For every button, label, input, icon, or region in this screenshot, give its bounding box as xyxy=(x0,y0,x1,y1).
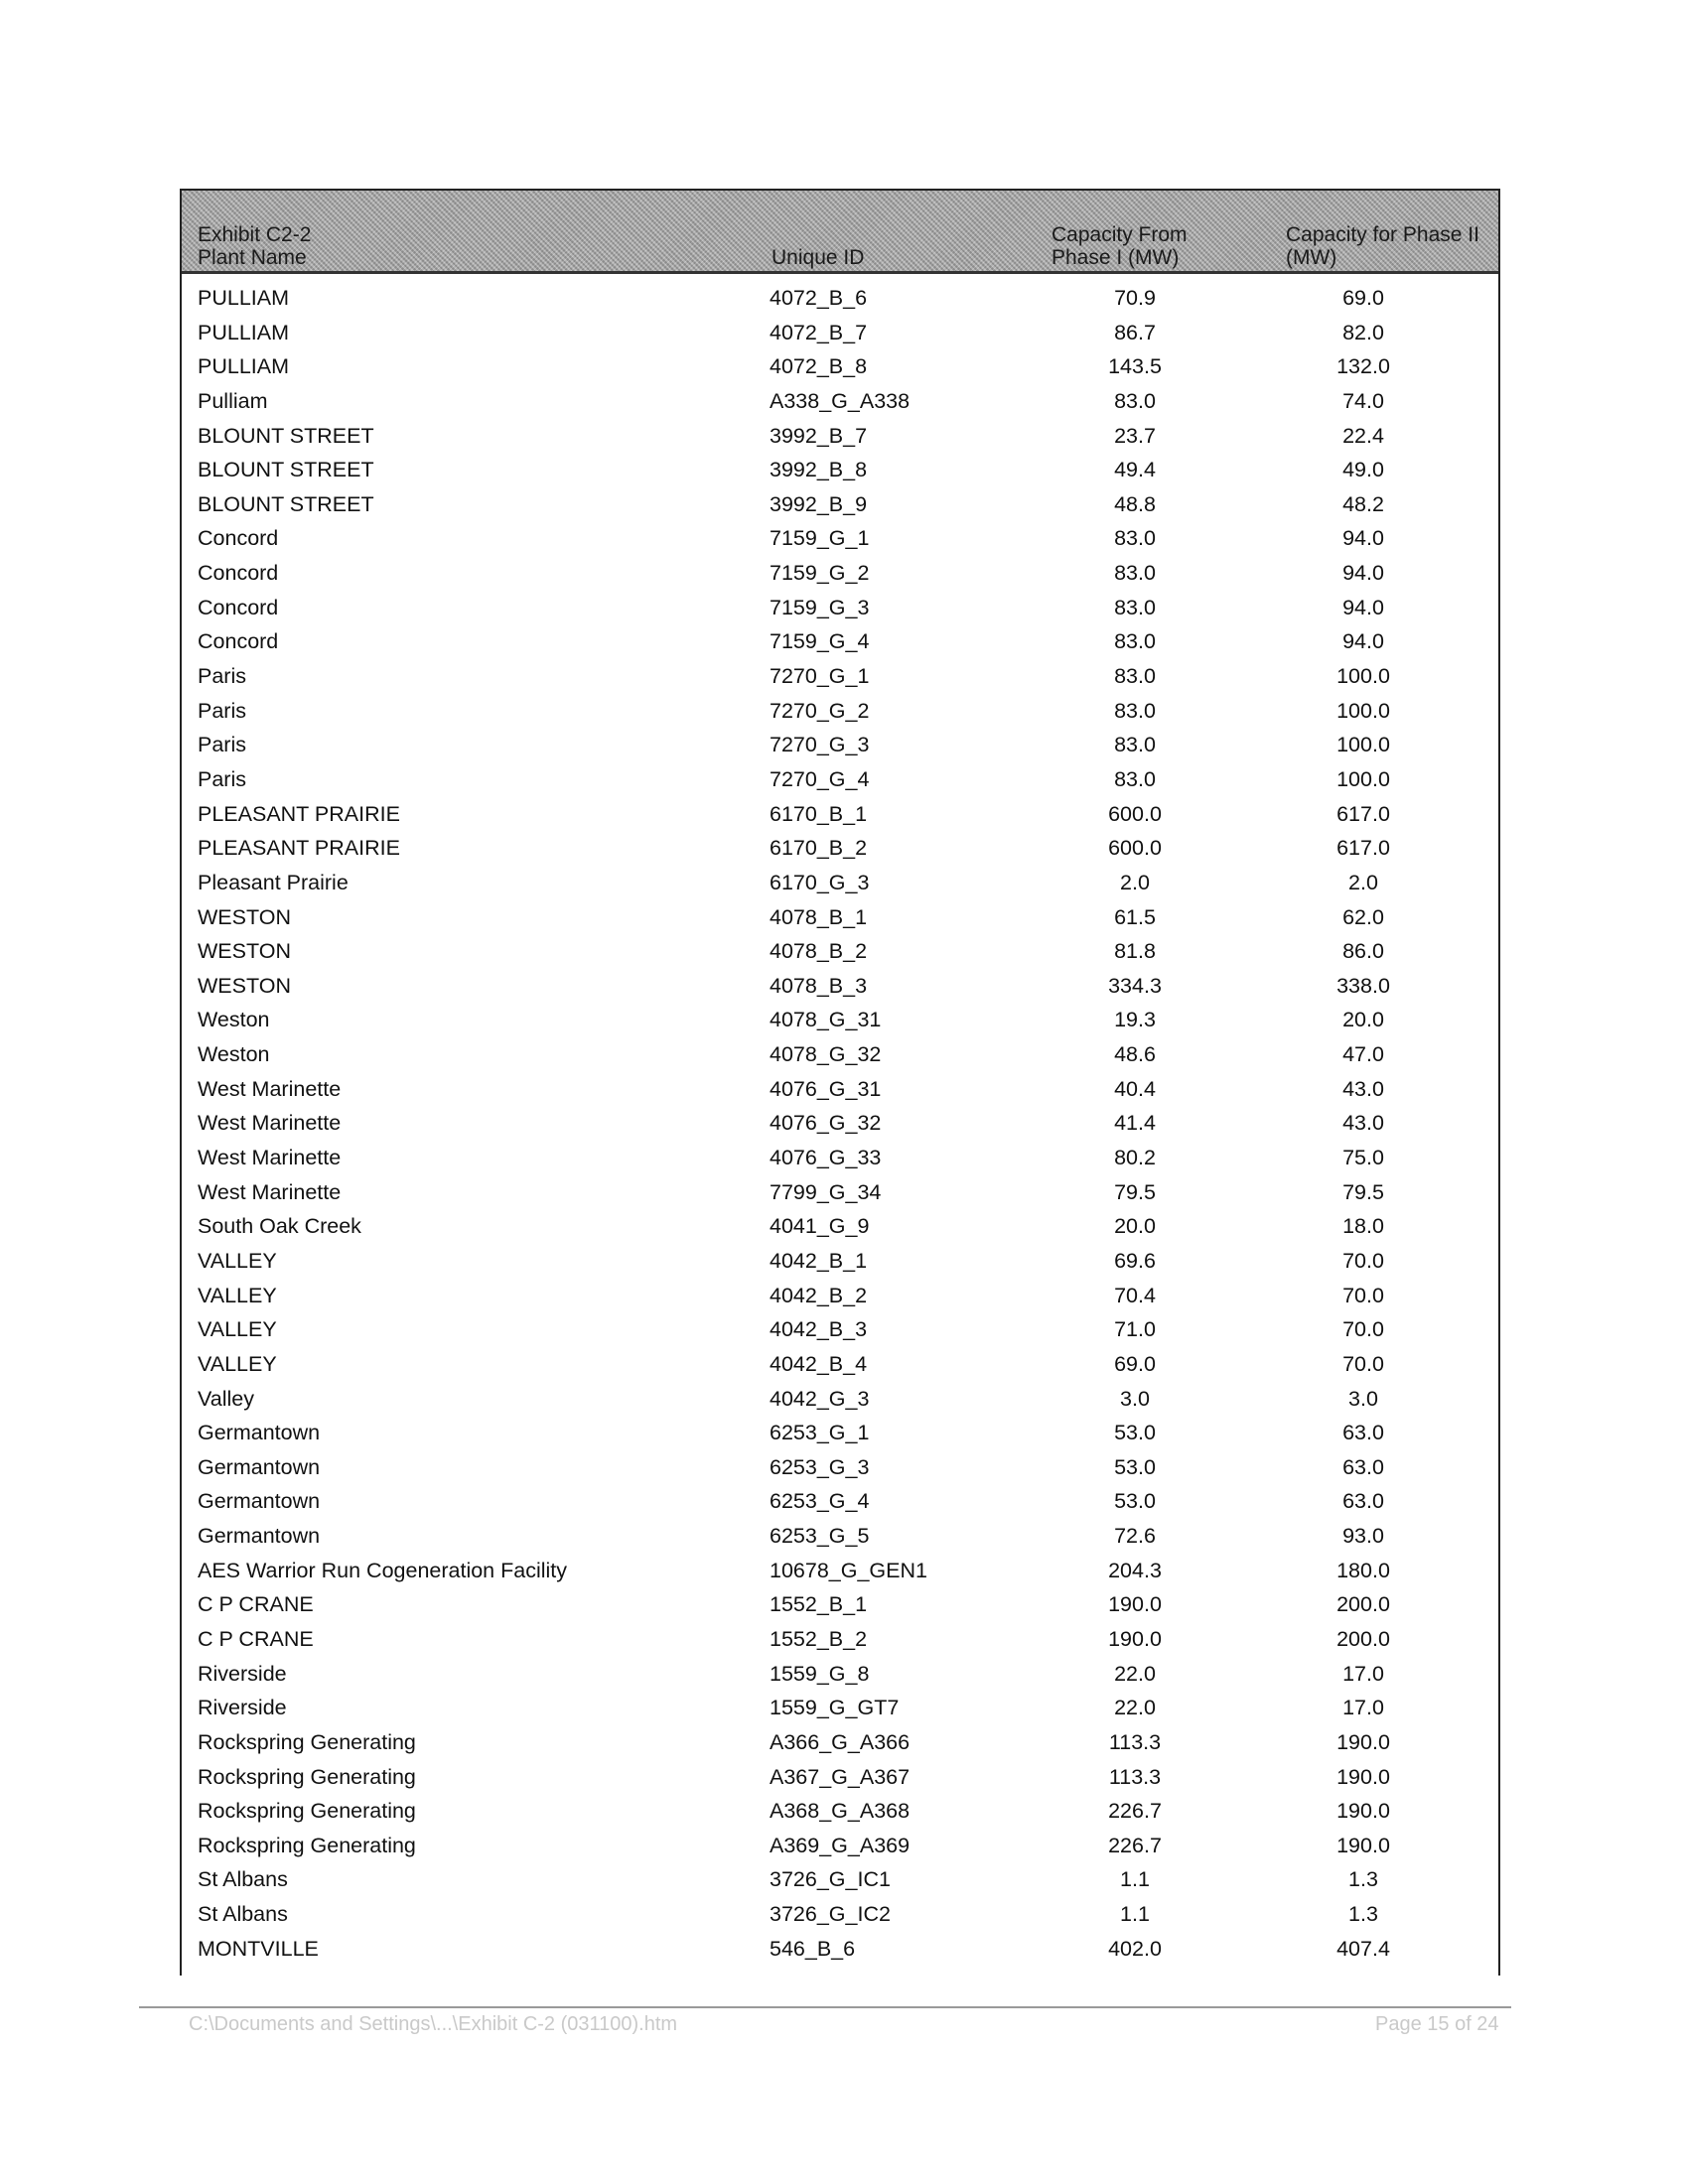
capacity-phase-2-cell: 75.0 xyxy=(1342,1146,1384,1170)
capacity-phase-2-cell: 86.0 xyxy=(1342,939,1384,964)
table-row xyxy=(182,830,1498,865)
plant-name-cell: Concord xyxy=(198,595,279,619)
table-row xyxy=(182,1105,1498,1140)
unique-id-cell: 7270_G_2 xyxy=(770,698,870,723)
table-row xyxy=(182,1381,1498,1416)
capacity-phase-1-cell: 2.0 xyxy=(1120,870,1150,894)
table-row xyxy=(182,796,1498,831)
plant-name-cell: West Marinette xyxy=(198,1076,342,1101)
capacity-phase-2-cell: 70.0 xyxy=(1342,1317,1384,1342)
capacity-phase-2-cell: 190.0 xyxy=(1336,1799,1390,1824)
unique-id-cell: 6253_G_3 xyxy=(770,1454,870,1479)
table-row xyxy=(182,933,1498,968)
capacity-phase-2-cell: 200.0 xyxy=(1336,1592,1390,1617)
plant-name-cell: PULLIAM xyxy=(198,354,290,379)
table-row xyxy=(182,520,1498,555)
capacity-phase-1-cell: 600.0 xyxy=(1108,801,1162,826)
table-row xyxy=(182,1861,1498,1896)
unique-id-cell: 4042_B_4 xyxy=(770,1351,868,1376)
capacity-phase-1-cell: 143.5 xyxy=(1108,354,1162,379)
capacity-phase-2-cell: 2.0 xyxy=(1348,870,1378,894)
unique-id-cell: 7270_G_1 xyxy=(770,664,870,689)
capacity-phase-1-cell: 53.0 xyxy=(1114,1489,1156,1514)
capacity-phase-2-cell: 63.0 xyxy=(1342,1489,1384,1514)
plant-name-cell: PLEASANT PRAIRIE xyxy=(198,801,400,826)
capacity-phase-2-cell: 94.0 xyxy=(1342,595,1384,619)
unique-id-cell: 4072_B_7 xyxy=(770,320,868,344)
plant-name-cell: VALLEY xyxy=(198,1248,277,1273)
capacity-phase-1-cell: 69.6 xyxy=(1114,1248,1156,1273)
capacity-phase-1-cell: 23.7 xyxy=(1114,423,1156,448)
plant-name-cell: Riverside xyxy=(198,1696,287,1720)
table-row xyxy=(182,1415,1498,1449)
table-row xyxy=(182,1483,1498,1518)
capacity-phase-2-cell: 132.0 xyxy=(1336,354,1390,379)
plant-name-cell: Rockspring Generating xyxy=(198,1764,416,1789)
capacity-phase-2-cell: 190.0 xyxy=(1336,1729,1390,1754)
capacity-phase-2-cell: 79.5 xyxy=(1342,1179,1384,1204)
capacity-phase-1-cell: 49.4 xyxy=(1114,458,1156,482)
plant-name-cell: West Marinette xyxy=(198,1179,342,1204)
plant-name-cell: C P CRANE xyxy=(198,1592,314,1617)
capacity-phase-1-cell: 83.0 xyxy=(1114,526,1156,551)
plant-name-cell: St Albans xyxy=(198,1902,288,1927)
capacity-phase-1-cell: 19.3 xyxy=(1114,1008,1156,1032)
capacity-phase-1-cell: 204.3 xyxy=(1108,1558,1162,1582)
table-row xyxy=(182,348,1498,383)
capacity-phase-2-cell: 22.4 xyxy=(1342,423,1384,448)
capacity-phase-1-cell: 22.0 xyxy=(1114,1696,1156,1720)
plant-name-cell: Pleasant Prairie xyxy=(198,870,349,894)
capacity-phase-2-cell: 190.0 xyxy=(1336,1764,1390,1789)
column-header-unique-id: Unique ID xyxy=(772,246,865,269)
capacity-phase-2-cell: 1.3 xyxy=(1348,1867,1378,1892)
capacity-phase-2-cell: 93.0 xyxy=(1342,1524,1384,1549)
table-row xyxy=(182,899,1498,934)
unique-id-cell: 7159_G_1 xyxy=(770,526,870,551)
capacity-phase-2-cell: 63.0 xyxy=(1342,1454,1384,1479)
plant-name-cell: WESTON xyxy=(198,973,291,998)
capacity-phase-1-cell: 600.0 xyxy=(1108,836,1162,861)
plant-name-cell: Paris xyxy=(198,766,246,791)
plant-name-cell: West Marinette xyxy=(198,1146,342,1170)
capacity-phase-1-cell: 61.5 xyxy=(1114,904,1156,929)
table-row xyxy=(182,280,1498,315)
plant-name-cell: WESTON xyxy=(198,939,291,964)
unique-id-cell: 7159_G_4 xyxy=(770,629,870,654)
capacity-phase-1-cell: 48.6 xyxy=(1114,1042,1156,1067)
capacity-phase-1-cell: 83.0 xyxy=(1114,595,1156,619)
capacity-phase-2-cell: 43.0 xyxy=(1342,1111,1384,1136)
unique-id-cell: 3992_B_7 xyxy=(770,423,868,448)
capacity-phase-2-cell: 94.0 xyxy=(1342,526,1384,551)
plant-name-cell: VALLEY xyxy=(198,1317,277,1342)
table-row xyxy=(182,761,1498,796)
capacity-phase-1-cell: 53.0 xyxy=(1114,1454,1156,1479)
table-row xyxy=(182,1793,1498,1828)
plant-name-cell: Germantown xyxy=(198,1421,321,1445)
capacity-phase-2-cell: 20.0 xyxy=(1342,1008,1384,1032)
capacity-phase-1-cell: 402.0 xyxy=(1108,1936,1162,1961)
table-row xyxy=(182,418,1498,453)
capacity-phase-1-cell: 48.8 xyxy=(1114,491,1156,516)
plant-name-cell: Pulliam xyxy=(198,388,268,413)
capacity-phase-2-cell: 47.0 xyxy=(1342,1042,1384,1067)
plant-name-cell: PLEASANT PRAIRIE xyxy=(198,836,400,861)
plant-name-cell: BLOUNT STREET xyxy=(198,491,374,516)
table-row xyxy=(182,1896,1498,1931)
table-row xyxy=(182,1931,1498,1966)
table-row xyxy=(182,383,1498,418)
table-row xyxy=(182,1243,1498,1278)
unique-id-cell: 4041_G_9 xyxy=(770,1214,870,1239)
capacity-phase-1-cell: 1.1 xyxy=(1120,1867,1150,1892)
unique-id-cell: 7270_G_3 xyxy=(770,733,870,757)
table-row xyxy=(182,555,1498,590)
capacity-phase-1-cell: 53.0 xyxy=(1114,1421,1156,1445)
table-row xyxy=(182,1208,1498,1243)
plant-name-cell: St Albans xyxy=(198,1867,288,1892)
unique-id-cell: 4042_B_1 xyxy=(770,1248,868,1273)
table-row xyxy=(182,1278,1498,1312)
unique-id-cell: 4078_B_3 xyxy=(770,973,868,998)
capacity-phase-2-cell: 70.0 xyxy=(1342,1248,1384,1273)
capacity-phase-1-cell: 190.0 xyxy=(1108,1626,1162,1651)
unique-id-cell: 3992_B_9 xyxy=(770,491,868,516)
plant-name-cell: C P CRANE xyxy=(198,1626,314,1651)
capacity-phase-2-cell: 617.0 xyxy=(1336,801,1390,826)
unique-id-cell: A368_G_A368 xyxy=(770,1799,911,1824)
unique-id-cell: 4078_G_31 xyxy=(770,1008,882,1032)
capacity-phase-2-cell: 190.0 xyxy=(1336,1833,1390,1857)
capacity-phase-1-cell: 86.7 xyxy=(1114,320,1156,344)
plant-name-cell: Germantown xyxy=(198,1489,321,1514)
capacity-phase-2-cell: 17.0 xyxy=(1342,1696,1384,1720)
capacity-phase-2-cell: 49.0 xyxy=(1342,458,1384,482)
plant-name-cell: VALLEY xyxy=(198,1351,277,1376)
plant-name-cell: Rockspring Generating xyxy=(198,1833,416,1857)
capacity-phase-2-cell: 407.4 xyxy=(1336,1936,1390,1961)
plant-name-cell: BLOUNT STREET xyxy=(198,458,374,482)
table-row xyxy=(182,1586,1498,1621)
table-row xyxy=(182,1621,1498,1656)
capacity-phase-2-cell: 180.0 xyxy=(1336,1558,1390,1582)
table-row xyxy=(182,865,1498,899)
capacity-phase-1-cell: 72.6 xyxy=(1114,1524,1156,1549)
unique-id-cell: 6170_G_3 xyxy=(770,870,870,894)
capacity-phase-2-cell: 617.0 xyxy=(1336,836,1390,861)
unique-id-cell: 7159_G_2 xyxy=(770,561,870,586)
plant-name-cell: Riverside xyxy=(198,1661,287,1686)
plant-name-cell: Paris xyxy=(198,733,246,757)
plant-name-cell: Concord xyxy=(198,526,279,551)
table-row xyxy=(182,658,1498,693)
plant-name-cell: Concord xyxy=(198,629,279,654)
capacity-phase-2-cell: 100.0 xyxy=(1336,733,1390,757)
capacity-phase-1-cell: 190.0 xyxy=(1108,1592,1162,1617)
unique-id-cell: 546_B_6 xyxy=(770,1936,856,1961)
table-row xyxy=(182,693,1498,728)
capacity-phase-1-cell: 83.0 xyxy=(1114,561,1156,586)
capacity-phase-1-cell: 80.2 xyxy=(1114,1146,1156,1170)
unique-id-cell: 4078_B_1 xyxy=(770,904,868,929)
table-row xyxy=(182,1828,1498,1862)
capacity-phase-1-cell: 1.1 xyxy=(1120,1902,1150,1927)
table-row xyxy=(182,1724,1498,1759)
capacity-phase-2-cell: 94.0 xyxy=(1342,561,1384,586)
table-body xyxy=(182,280,1498,1965)
table-row xyxy=(182,1553,1498,1587)
plant-name-cell: Valley xyxy=(198,1386,254,1411)
table-row xyxy=(182,1140,1498,1174)
plant-name-cell: Concord xyxy=(198,561,279,586)
capacity-phase-1-cell: 20.0 xyxy=(1114,1214,1156,1239)
table-header xyxy=(182,191,1498,274)
capacity-phase-1-cell: 81.8 xyxy=(1114,939,1156,964)
unique-id-cell: 4042_B_2 xyxy=(770,1283,868,1307)
capacity-phase-2-cell: 48.2 xyxy=(1342,491,1384,516)
table-row xyxy=(182,590,1498,624)
table-row xyxy=(182,315,1498,349)
capacity-phase-2-cell: 70.0 xyxy=(1342,1283,1384,1307)
unique-id-cell: 7159_G_3 xyxy=(770,595,870,619)
capacity-phase-2-cell: 18.0 xyxy=(1342,1214,1384,1239)
plant-name-cell: West Marinette xyxy=(198,1111,342,1136)
unique-id-cell: A367_G_A367 xyxy=(770,1764,911,1789)
unique-id-cell: 4076_G_32 xyxy=(770,1111,882,1136)
table-row xyxy=(182,1449,1498,1484)
unique-id-cell: 4078_B_2 xyxy=(770,939,868,964)
capacity-phase-1-cell: 79.5 xyxy=(1114,1179,1156,1204)
unique-id-cell: 1552_B_2 xyxy=(770,1626,868,1651)
unique-id-cell: 7270_G_4 xyxy=(770,766,870,791)
unique-id-cell: 1559_G_GT7 xyxy=(770,1696,900,1720)
capacity-table xyxy=(180,189,1500,1976)
footer-page-number: Page 15 of 24 xyxy=(1375,2013,1499,2035)
capacity-phase-1-cell: 22.0 xyxy=(1114,1661,1156,1686)
capacity-phase-2-cell: 74.0 xyxy=(1342,388,1384,413)
unique-id-cell: 6170_B_1 xyxy=(770,801,868,826)
capacity-phase-1-cell: 83.0 xyxy=(1114,629,1156,654)
capacity-phase-1-cell: 226.7 xyxy=(1108,1833,1162,1857)
capacity-phase-1-cell: 83.0 xyxy=(1114,733,1156,757)
unique-id-cell: 1552_B_1 xyxy=(770,1592,868,1617)
capacity-phase-2-cell: 94.0 xyxy=(1342,629,1384,654)
capacity-phase-1-cell: 83.0 xyxy=(1114,698,1156,723)
table-row xyxy=(182,1002,1498,1036)
capacity-phase-2-cell: 100.0 xyxy=(1336,766,1390,791)
plant-name-cell: Weston xyxy=(198,1042,270,1067)
table-row xyxy=(182,727,1498,761)
capacity-phase-1-cell: 3.0 xyxy=(1120,1386,1150,1411)
capacity-phase-2-cell: 70.0 xyxy=(1342,1351,1384,1376)
footer-divider xyxy=(139,2006,1511,2008)
capacity-phase-1-cell: 41.4 xyxy=(1114,1111,1156,1136)
capacity-phase-2-cell: 3.0 xyxy=(1348,1386,1378,1411)
unique-id-cell: 4072_B_8 xyxy=(770,354,868,379)
plant-name-cell: Rockspring Generating xyxy=(198,1799,416,1824)
unique-id-cell: 3992_B_8 xyxy=(770,458,868,482)
unique-id-cell: 6253_G_4 xyxy=(770,1489,870,1514)
capacity-phase-1-cell: 71.0 xyxy=(1114,1317,1156,1342)
plant-name-cell: Weston xyxy=(198,1008,270,1032)
capacity-phase-1-cell: 83.0 xyxy=(1114,766,1156,791)
plant-name-cell: PULLIAM xyxy=(198,320,290,344)
plant-name-cell: WESTON xyxy=(198,904,291,929)
table-row xyxy=(182,1346,1498,1381)
capacity-phase-2-cell: 200.0 xyxy=(1336,1626,1390,1651)
column-header-capacity-phase-2: Capacity for Phase II (MW) xyxy=(1286,223,1479,269)
plant-name-cell: MONTVILLE xyxy=(198,1936,319,1961)
table-row xyxy=(182,486,1498,521)
table-row xyxy=(182,968,1498,1003)
capacity-phase-1-cell: 83.0 xyxy=(1114,664,1156,689)
unique-id-cell: 4076_G_31 xyxy=(770,1076,882,1101)
exhibit-title: Exhibit C2-2 xyxy=(198,223,312,246)
capacity-phase-1-cell: 70.4 xyxy=(1114,1283,1156,1307)
capacity-phase-1-cell: 83.0 xyxy=(1114,388,1156,413)
unique-id-cell: A369_G_A369 xyxy=(770,1833,911,1857)
unique-id-cell: 1559_G_8 xyxy=(770,1661,870,1686)
plant-name-cell: Germantown xyxy=(198,1524,321,1549)
plant-name-cell: VALLEY xyxy=(198,1283,277,1307)
table-row xyxy=(182,1759,1498,1794)
unique-id-cell: 10678_G_GEN1 xyxy=(770,1558,927,1582)
capacity-phase-2-cell: 43.0 xyxy=(1342,1076,1384,1101)
unique-id-cell: 4042_G_3 xyxy=(770,1386,870,1411)
column-header-plant-name: Plant Name xyxy=(198,246,307,269)
unique-id-cell: 3726_G_IC1 xyxy=(770,1867,891,1892)
plant-name-cell: Rockspring Generating xyxy=(198,1729,416,1754)
unique-id-cell: 4078_G_32 xyxy=(770,1042,882,1067)
unique-id-cell: 6170_B_2 xyxy=(770,836,868,861)
unique-id-cell: 4072_B_6 xyxy=(770,286,868,310)
unique-id-cell: 4042_B_3 xyxy=(770,1317,868,1342)
plant-name-cell: PULLIAM xyxy=(198,286,290,310)
plant-name-cell: Germantown xyxy=(198,1454,321,1479)
capacity-phase-1-cell: 113.3 xyxy=(1108,1729,1162,1754)
capacity-phase-2-cell: 82.0 xyxy=(1342,320,1384,344)
footer-file-path: C:\Documents and Settings\...\Exhibit C-2 (031100).htm xyxy=(189,2013,678,2035)
capacity-phase-2-cell: 1.3 xyxy=(1348,1902,1378,1927)
capacity-phase-2-cell: 17.0 xyxy=(1342,1661,1384,1686)
table-row xyxy=(182,623,1498,658)
table-row xyxy=(182,1518,1498,1553)
capacity-phase-1-cell: 40.4 xyxy=(1114,1076,1156,1101)
capacity-phase-2-cell: 100.0 xyxy=(1336,664,1390,689)
unique-id-cell: A366_G_A366 xyxy=(770,1729,911,1754)
capacity-phase-1-cell: 70.9 xyxy=(1114,286,1156,310)
table-row xyxy=(182,452,1498,486)
plant-name-cell: BLOUNT STREET xyxy=(198,423,374,448)
capacity-phase-2-cell: 69.0 xyxy=(1342,286,1384,310)
capacity-phase-1-cell: 226.7 xyxy=(1108,1799,1162,1824)
capacity-phase-1-cell: 113.3 xyxy=(1108,1764,1162,1789)
table-row xyxy=(182,1071,1498,1106)
plant-name-cell: Paris xyxy=(198,664,246,689)
unique-id-cell: 4076_G_33 xyxy=(770,1146,882,1170)
capacity-phase-2-cell: 62.0 xyxy=(1342,904,1384,929)
capacity-phase-2-cell: 338.0 xyxy=(1336,973,1390,998)
capacity-phase-2-cell: 63.0 xyxy=(1342,1421,1384,1445)
table-row xyxy=(182,1174,1498,1209)
capacity-phase-1-cell: 69.0 xyxy=(1114,1351,1156,1376)
table-row xyxy=(182,1036,1498,1071)
plant-name-cell: AES Warrior Run Cogeneration Facility xyxy=(198,1558,568,1582)
column-header-capacity-phase-1: Capacity From Phase I (MW) xyxy=(1052,223,1188,269)
plant-name-cell: South Oak Creek xyxy=(198,1214,361,1239)
unique-id-cell: 6253_G_1 xyxy=(770,1421,870,1445)
table-row xyxy=(182,1311,1498,1346)
plant-name-cell: Paris xyxy=(198,698,246,723)
unique-id-cell: A338_G_A338 xyxy=(770,388,911,413)
capacity-phase-1-cell: 334.3 xyxy=(1108,973,1162,998)
table-row xyxy=(182,1656,1498,1691)
unique-id-cell: 7799_G_34 xyxy=(770,1179,882,1204)
table-row xyxy=(182,1690,1498,1724)
unique-id-cell: 3726_G_IC2 xyxy=(770,1902,891,1927)
capacity-phase-2-cell: 100.0 xyxy=(1336,698,1390,723)
unique-id-cell: 6253_G_5 xyxy=(770,1524,870,1549)
